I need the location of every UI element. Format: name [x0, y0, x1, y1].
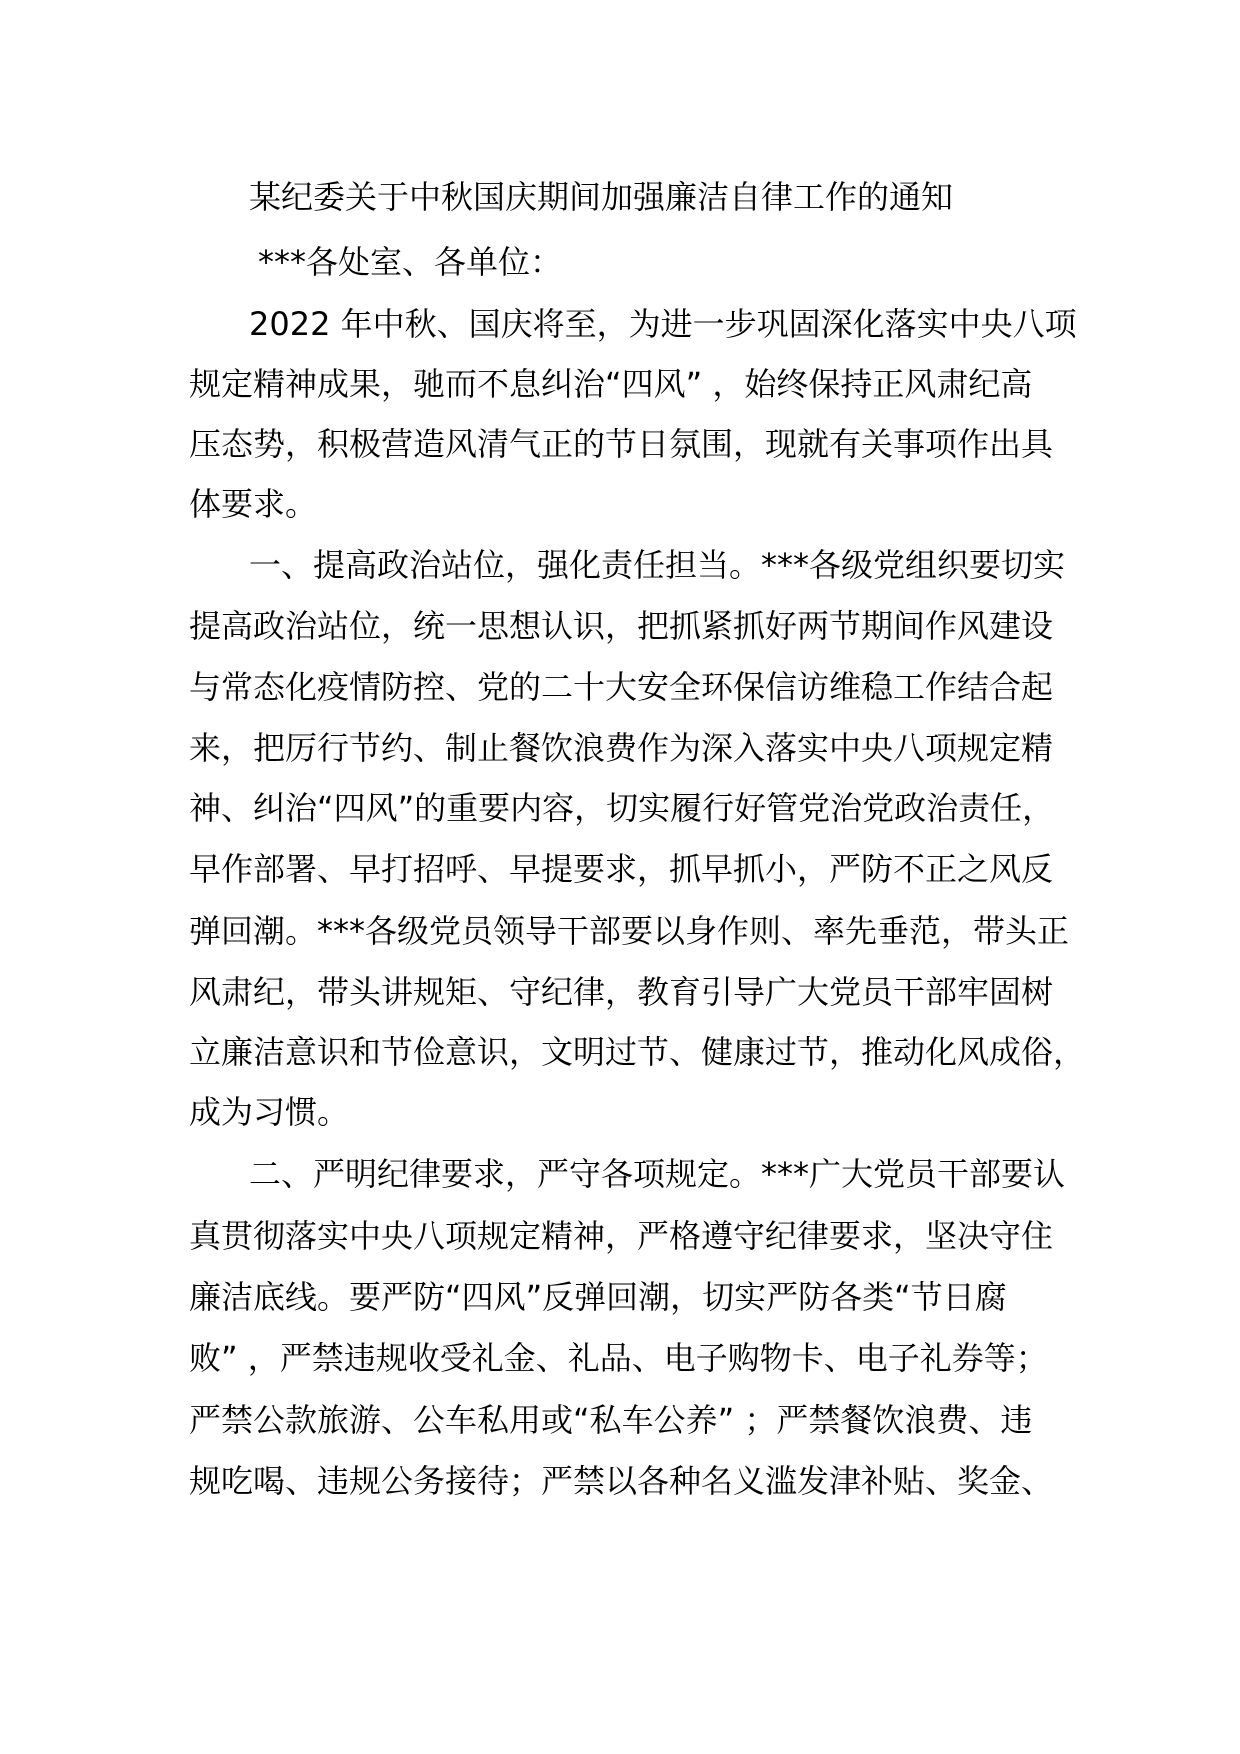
paragraph-line: 来，把厉行节约、制止餐饮浪费作为深入落实中央八项规定精 — [189, 729, 1054, 767]
paragraph-line: 严禁公款旅游、公车私用或“私车公养” ；严禁餐饮浪费、违 — [189, 1401, 1033, 1439]
paragraph-line: 风肃纪，带头讲规矩、守纪律，教育引导广大党员干部牢固树 — [189, 973, 1054, 1011]
paragraph-line: 廉洁底线。要严防“四风”反弹回潮，切实严防各类“节日腐 — [189, 1278, 1007, 1316]
paragraph-line: 与常态化疫情防控、党的二十大安全环保信访维稳工作结合起 — [189, 668, 1054, 706]
paragraph-line: 二、严明纪律要求，严守各项规定。***广大党员干部要认 — [249, 1155, 1066, 1193]
paragraph-line: 提高政治站位，统一思想认识，把抓紧抓好两节期间作风建设 — [189, 607, 1054, 645]
paragraph-line: 规定精神成果，驰而不息纠治“四风” ，始终保持正风肃纪高 — [189, 365, 1033, 403]
paragraph-line: 成为习惯。 — [189, 1093, 350, 1131]
paragraph-line: 神、纠治“四风”的重要内容，切实履行好管党治党政治责任， — [189, 789, 1055, 827]
document-title: 某纪委关于中秋国庆期间加强廉洁自律工作的通知 — [249, 178, 954, 216]
paragraph-line: 立廉洁意识和节俭意识，文明过节、健康过节，推动化风成俗， — [189, 1033, 1086, 1071]
salutation: ***各处室、各单位： — [258, 243, 563, 281]
paragraph-line: 规吃喝、违规公务接待；严禁以各种名义滥发津补贴、奖金、 — [189, 1462, 1054, 1500]
paragraph-line: 体要求。 — [189, 485, 318, 523]
paragraph-line: 一、提高政治站位，强化责任担当。***各级党组织要切实 — [249, 546, 1066, 584]
paragraph-line: 2022 年中秋、国庆将至，为进一步巩固深化落实中央八项 — [249, 305, 1077, 343]
paragraph-line: 早作部署、早打招呼、早提要求，抓早抓小，严防不正之风反 — [189, 850, 1054, 888]
paragraph-line: 压态势，积极营造风清气正的节日氛围，现就有关事项作出具 — [189, 425, 1054, 463]
paragraph-line: 弹回潮。***各级党员领导干部要以身作则、率先垂范，带头正 — [189, 912, 1070, 950]
paragraph-line: 败” ，严禁违规收受礼金、礼品、电子购物卡、电子礼券等； — [189, 1339, 1048, 1377]
paragraph-line: 真贯彻落实中央八项规定精神，严格遵守纪律要求，坚决守住 — [189, 1217, 1054, 1255]
